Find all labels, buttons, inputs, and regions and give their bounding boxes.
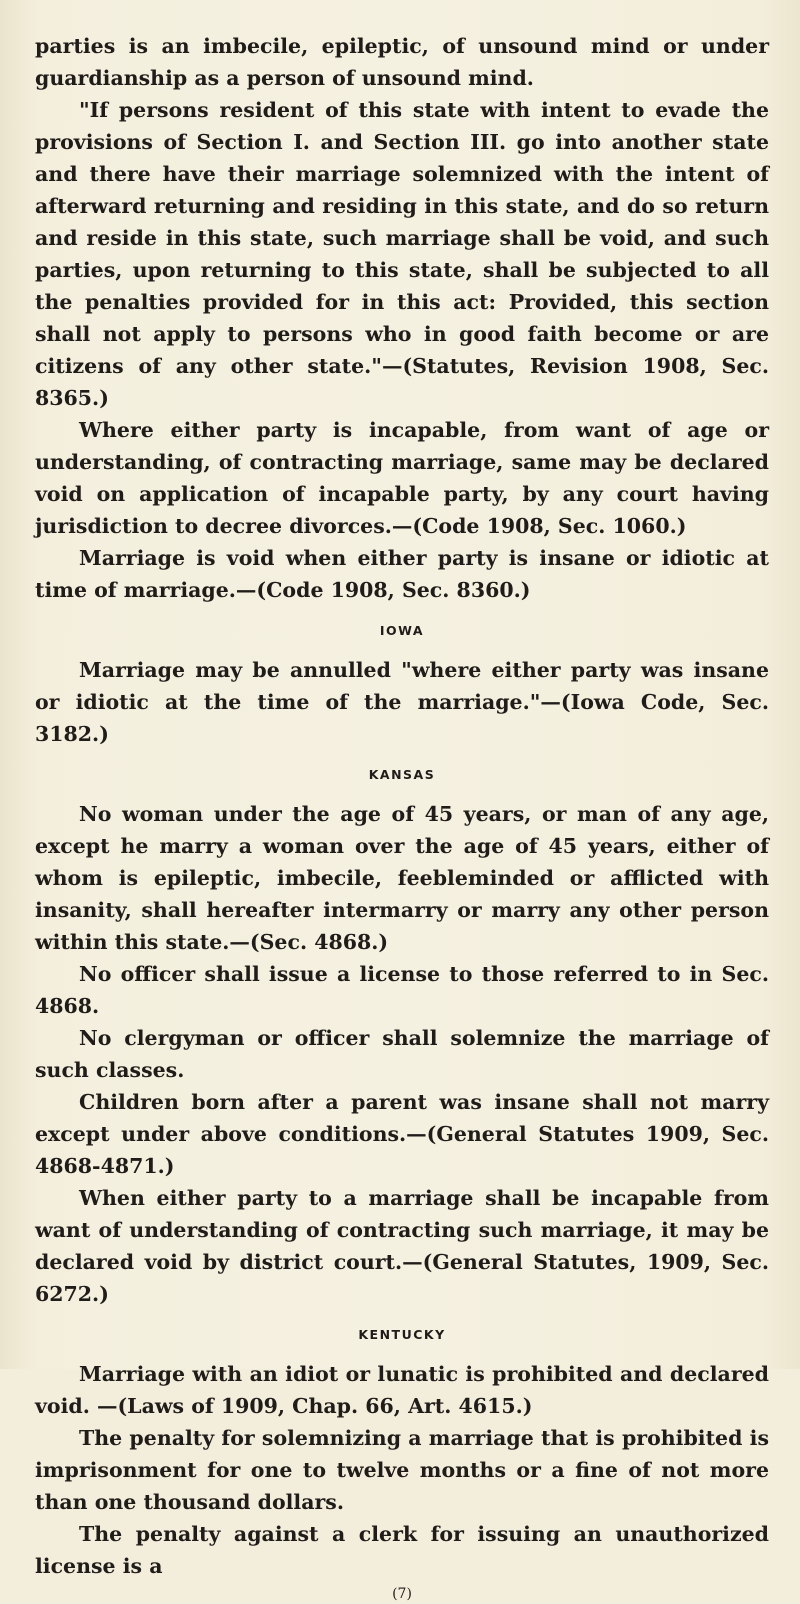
paragraph: Children born after a parent was insane shall not marry except under above conditions.—(General Statutes 1909, Sec. 4868-4871.)	[35, 1090, 769, 1178]
section-heading-kansas: KANSAS	[368, 767, 436, 782]
page-number: (7)	[392, 1586, 412, 1602]
paragraph: The penalty for solemnizing a marriage that is prohibited is imprisonment for one to twelve months or a fine of not more than one thousand dollars.	[35, 1426, 769, 1514]
section-heading-iowa: IOWA	[379, 623, 425, 638]
paragraph: Marriage is void when either party is insane or idiotic at time of marriage.—(Code 1908, Sec. 8360.)	[35, 546, 769, 602]
paragraph: "If persons resident of this state with intent to evade the provisions of Section I. and Section III. go into another state and there have their marriage solemnized with the intent of afterward returning and residing in this state, and do so return and reside in this state, such marriage shall be void, and such parties, upon returning to this state, shall be subjected to all the penalties provided for in this act: Provided, this section shall not apply to persons who in good faith become or are citizens of any other state."—(Statutes, Revision 1908, Sec. 8365.)	[35, 98, 769, 410]
paragraph: When either party to a marriage shall be incapable from want of understanding of contracting such marriage, it may be declared void by district court.—(General Statutes, 1909, Sec. 6272.)	[35, 1186, 769, 1306]
paragraph: No officer shall issue a license to those referred to in Sec. 4868.	[35, 962, 769, 1018]
paragraph: Marriage with an idiot or lunatic is prohibited and declared void. —(Laws of 1909, Chap. 66, Art. 4615.)	[35, 1362, 769, 1418]
paragraph: Where either party is incapable, from want of age or understanding, of contracting marriage, same may be declared void on application of incapable party, by any court having jurisdiction to decree divorces.—(Code 1908, Sec. 1060.)	[35, 418, 769, 538]
section-heading-kentucky: KENTUCKY	[358, 1327, 446, 1342]
page-text	[35, 30, 769, 1604]
paragraph: parties is an imbecile, epileptic, of unsound mind or under guardianship as a person of unsound mind.	[35, 34, 769, 90]
paragraph: The penalty against a clerk for issuing an unauthorized license is a	[35, 1522, 769, 1578]
paragraph: Marriage may be annulled "where either party was insane or idiotic at the time of the marriage."—(Iowa Code, Sec. 3182.)	[35, 658, 769, 746]
paragraph: No woman under the age of 45 years, or man of any age, except he marry a woman over the age of 45 years, either of whom is epileptic, imbecile, feebleminded or afflicted with insanity, shall hereafter intermarry or marry any other person within this state.—(Sec. 4868.)	[35, 802, 769, 954]
paragraph: No clergyman or officer shall solemnize the marriage of such classes.	[35, 1026, 769, 1082]
